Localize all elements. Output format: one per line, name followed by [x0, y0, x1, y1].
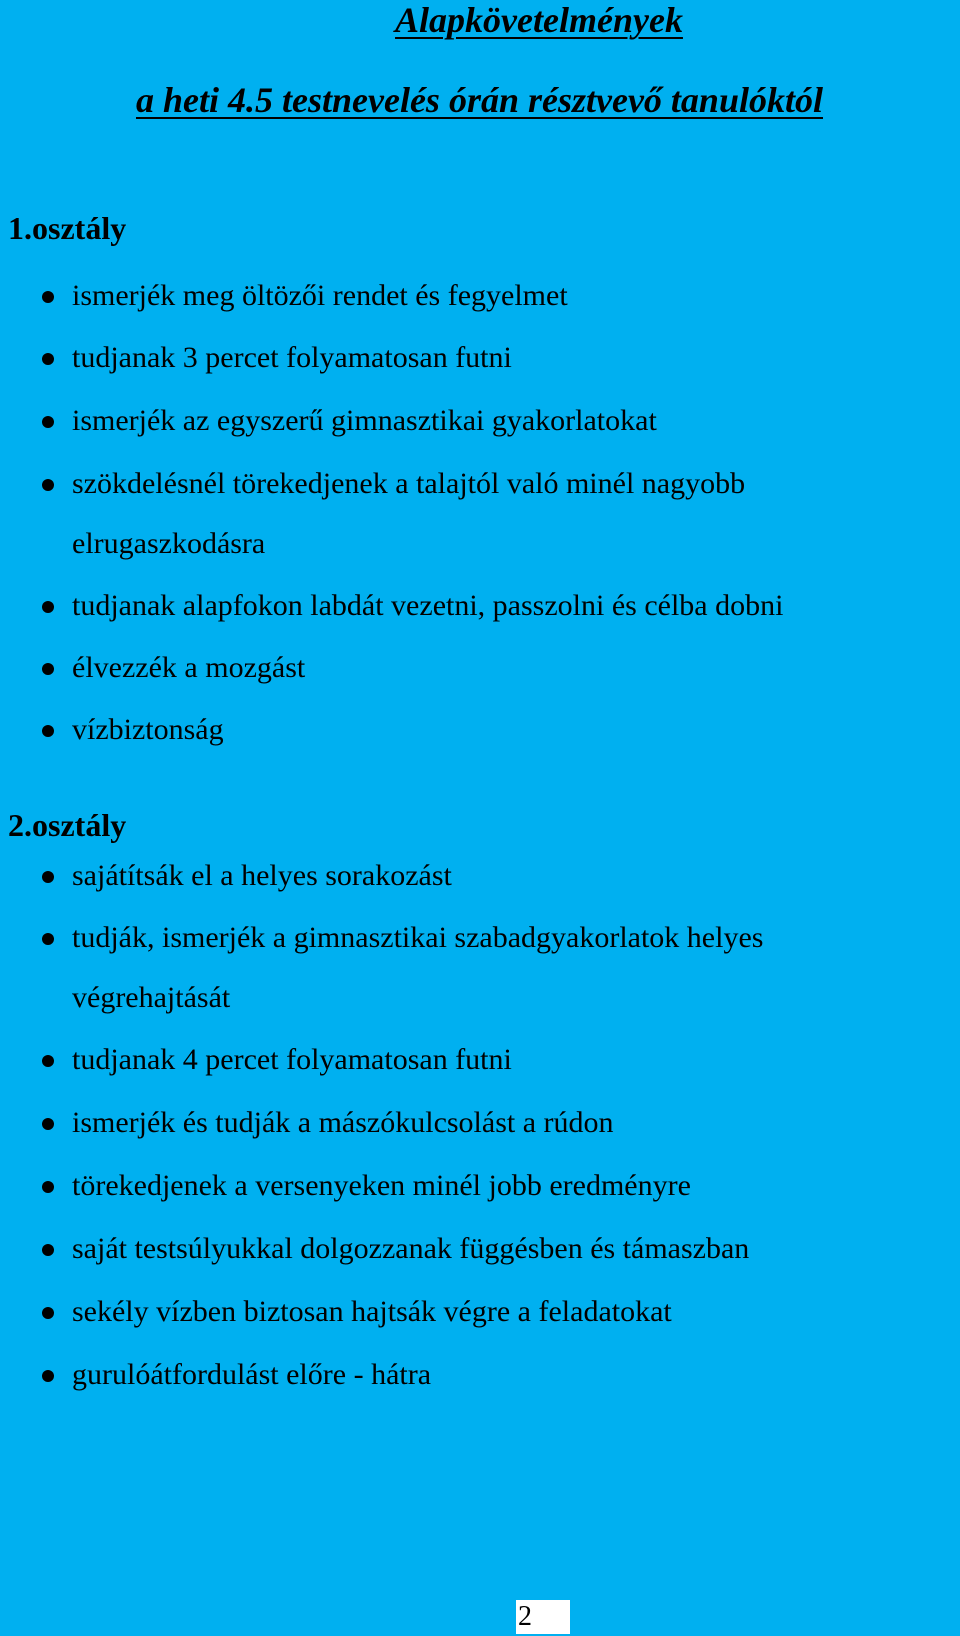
list-item	[0, 328, 960, 388]
bullet-icon	[42, 1181, 54, 1193]
bullet-icon	[42, 1370, 54, 1382]
list-item-text: élvezzék a mozgást	[72, 651, 306, 684]
document-subtitle: a heti 4.5 testnevelés órán résztvevő tanulóktól	[136, 80, 823, 120]
list-item-text: ismerjék és tudják a mászókulcsolást a rúdon	[72, 1106, 614, 1139]
list-item	[0, 1030, 960, 1090]
list-item-text: gurulóátfordulást előre - hátra	[72, 1358, 432, 1391]
list-item-text: ismerjék meg öltözői rendet és fegyelmet	[72, 279, 568, 312]
list-item-text: tudjanak alapfokon labdát vezetni, passzolni és célba dobni	[72, 589, 784, 622]
list-item	[0, 908, 960, 1028]
list-item-text: saját testsúlyukkal dolgozzanak függésben és támaszban	[72, 1232, 750, 1265]
document-title: Alapkövetelmények	[395, 0, 683, 40]
bullet-icon	[42, 416, 54, 428]
bullet-icon	[42, 1244, 54, 1256]
list-item	[0, 266, 960, 326]
bullet-icon	[42, 1307, 54, 1319]
bullet-icon	[42, 1055, 54, 1067]
section-heading-grade-2: 2.osztály	[8, 807, 127, 843]
list-item	[0, 391, 960, 451]
list-item	[0, 1156, 960, 1216]
list-item-text: sekély vízben biztosan hajtsák végre a feladatokat	[72, 1295, 672, 1328]
list-item	[0, 1282, 960, 1342]
bullet-icon	[42, 291, 54, 303]
list-item	[0, 1093, 960, 1153]
section-heading-grade-1: 1.osztály	[8, 210, 127, 246]
list-item	[0, 454, 960, 574]
bullet-icon	[42, 933, 54, 945]
list-item	[0, 576, 960, 636]
bullet-icon	[42, 725, 54, 737]
list-item-text: törekedjenek a versenyeken minél jobb eredményre	[72, 1169, 691, 1202]
list-item-text: vízbiztonság	[72, 713, 224, 746]
list-item-text: tudjanak 3 percet folyamatosan futni	[72, 341, 512, 374]
list-item	[0, 638, 960, 698]
list-item	[0, 846, 960, 906]
list-item	[0, 1219, 960, 1279]
list-item-text: szökdelésnél törekedjenek a talajtól való minél nagyobb elrugaszkodásra	[72, 467, 746, 560]
bullet-icon	[42, 479, 54, 491]
list-item	[0, 700, 960, 760]
list-item-text: tudjanak 4 percet folyamatosan futni	[72, 1043, 512, 1076]
list-item-text: sajátítsák el a helyes sorakozást	[72, 859, 452, 892]
list-item-text: ismerjék az egyszerű gimnasztikai gyakorlatokat	[72, 404, 657, 437]
bullet-icon	[42, 353, 54, 365]
list-item	[0, 1345, 960, 1405]
bullet-icon	[42, 601, 54, 613]
bullet-icon	[42, 663, 54, 675]
bullet-icon	[42, 1118, 54, 1130]
list-item-text: tudják, ismerjék a gimnasztikai szabadgyakorlatok helyes végrehajtását	[72, 921, 764, 1014]
page-number: 2	[516, 1600, 570, 1634]
bullet-icon	[42, 871, 54, 883]
